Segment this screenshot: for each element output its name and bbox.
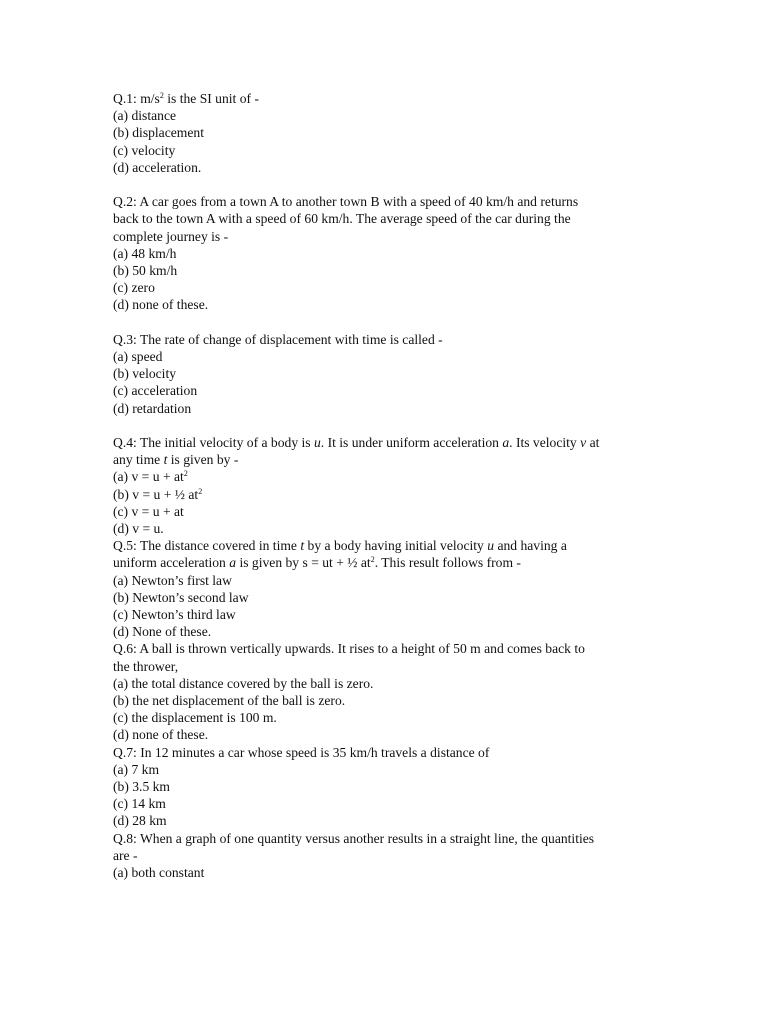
spacer: [113, 176, 633, 193]
question-1-option-c: (c) velocity: [113, 142, 176, 158]
question-8-option-a: (a) both constant: [113, 865, 205, 881]
variable-u: u: [487, 538, 495, 554]
question-1-option-a: (a) distance: [113, 108, 177, 124]
question-5-option-d: (d) None of these.: [113, 624, 212, 640]
question-4-text: at: [586, 435, 600, 451]
question-5-text: . This result follows from -: [374, 555, 521, 571]
question-sheet: [113, 90, 633, 881]
question-5-superscript: 2: [370, 555, 375, 565]
question-4-stem-line-2: [113, 451, 633, 468]
question-5-text: by a body having initial velocity: [304, 538, 488, 554]
question-4-text: . It is under uniform acceleration: [320, 435, 503, 451]
question-4: [113, 434, 633, 537]
question-1-stem: [113, 90, 633, 107]
variable-a: a: [229, 555, 237, 571]
option-text: (c) v = u + at: [113, 503, 184, 519]
question-8: [113, 830, 633, 882]
question-7-option-d: (d) 28 km: [113, 813, 167, 829]
question-2-option-c: (c) zero: [113, 280, 155, 296]
question-4-option-d: [113, 520, 633, 537]
question-5-text: Q.5: The distance covered in time: [113, 538, 301, 554]
question-6-stem-line-2: the thrower,: [113, 658, 179, 674]
option-superscript: 2: [183, 469, 188, 479]
question-3-option-c: (c) acceleration: [113, 383, 198, 399]
question-1-superscript: 2: [159, 91, 164, 100]
question-3-option-b: (b) velocity: [113, 366, 177, 382]
question-4-option-a: [113, 468, 633, 485]
question-5-stem-line-1: [113, 537, 633, 554]
option-superscript: 2: [198, 486, 203, 496]
question-2-option-a: (a) 48 km/h: [113, 245, 177, 261]
question-7-stem: Q.7: In 12 minutes a car whose speed is 35 km/h travels a distance of: [113, 744, 490, 760]
question-5-stem-line-2: [113, 554, 633, 571]
option-text: (d) v = u.: [113, 521, 164, 537]
question-5-text: is given by s = ut + ½ at: [236, 555, 371, 571]
question-4-stem-line-1: [113, 434, 633, 451]
question-5-text: and having a: [494, 538, 567, 554]
variable-t: t: [300, 538, 305, 554]
question-3-stem: Q.3: The rate of change of displacement with time is called -: [113, 331, 443, 347]
question-4-text: . Its velocity: [509, 435, 581, 451]
option-text: (b) v = u + ½ at: [113, 486, 199, 502]
question-7-option-c: (c) 14 km: [113, 796, 166, 812]
question-6-option-d: (d) none of these.: [113, 727, 209, 743]
question-6-option-b: (b) the net displacement of the ball is zero.: [113, 693, 346, 709]
question-4-option-c: [113, 503, 633, 520]
question-6-option-a: (a) the total distance covered by the ball is zero.: [113, 675, 374, 691]
question-5-option-a: (a) Newton’s first law: [113, 572, 232, 588]
question-6-stem-line-1: Q.6: A ball is thrown vertically upwards. It rises to a height of 50 m and comes back to: [113, 641, 585, 657]
question-6-option-c: (c) the displacement is 100 m.: [113, 710, 277, 726]
question-4-text: is given by -: [167, 452, 239, 468]
question-8-stem-line-2: are -: [113, 847, 138, 863]
question-7-option-b: (b) 3.5 km: [113, 779, 171, 795]
question-2-stem-line-1: Q.2: A car goes from a town A to another town B with a speed of 40 km/h and returns: [113, 194, 579, 210]
question-5: [113, 537, 633, 640]
variable-v: v: [580, 435, 587, 451]
question-1-option-b: (b) displacement: [113, 125, 204, 141]
variable-u: u: [313, 435, 321, 451]
variable-t: t: [163, 452, 168, 468]
question-2-stem-line-2: back to the town A with a speed of 60 km/h. The average speed of the car during the: [113, 211, 571, 227]
spacer: [113, 417, 633, 434]
question-2-stem-line-3: complete journey is -: [113, 228, 229, 244]
question-1-stem-text: Q.1: m/s: [113, 91, 160, 106]
question-3-option-d: (d) retardation: [113, 400, 192, 416]
question-7-option-a: (a) 7 km: [113, 761, 160, 777]
option-text: (a) v = u + at: [113, 469, 184, 485]
question-3: [113, 331, 633, 417]
question-4-option-b: [113, 486, 633, 503]
question-2-option-d: (d) none of these.: [113, 297, 209, 313]
question-4-text: any time: [113, 452, 164, 468]
question-5-text: uniform acceleration: [113, 555, 230, 571]
question-1: [113, 90, 633, 176]
question-5-option-b: (b) Newton’s second law: [113, 589, 249, 605]
question-8-stem-line-1: Q.8: When a graph of one quantity versus another results in a straight line, the quantities: [113, 830, 595, 846]
question-5-option-c: (c) Newton’s third law: [113, 607, 236, 623]
question-1-stem-tail: is the SI unit of -: [163, 91, 259, 106]
question-2: [113, 193, 633, 313]
question-4-text: Q.4: The initial velocity of a body is: [113, 435, 314, 451]
variable-a: a: [502, 435, 510, 451]
question-6: [113, 640, 633, 743]
question-2-option-b: (b) 50 km/h: [113, 263, 178, 279]
question-3-option-a: (a) speed: [113, 349, 163, 365]
question-1-option-d: (d) acceleration.: [113, 159, 202, 175]
spacer: [113, 314, 633, 331]
question-7: [113, 744, 633, 830]
